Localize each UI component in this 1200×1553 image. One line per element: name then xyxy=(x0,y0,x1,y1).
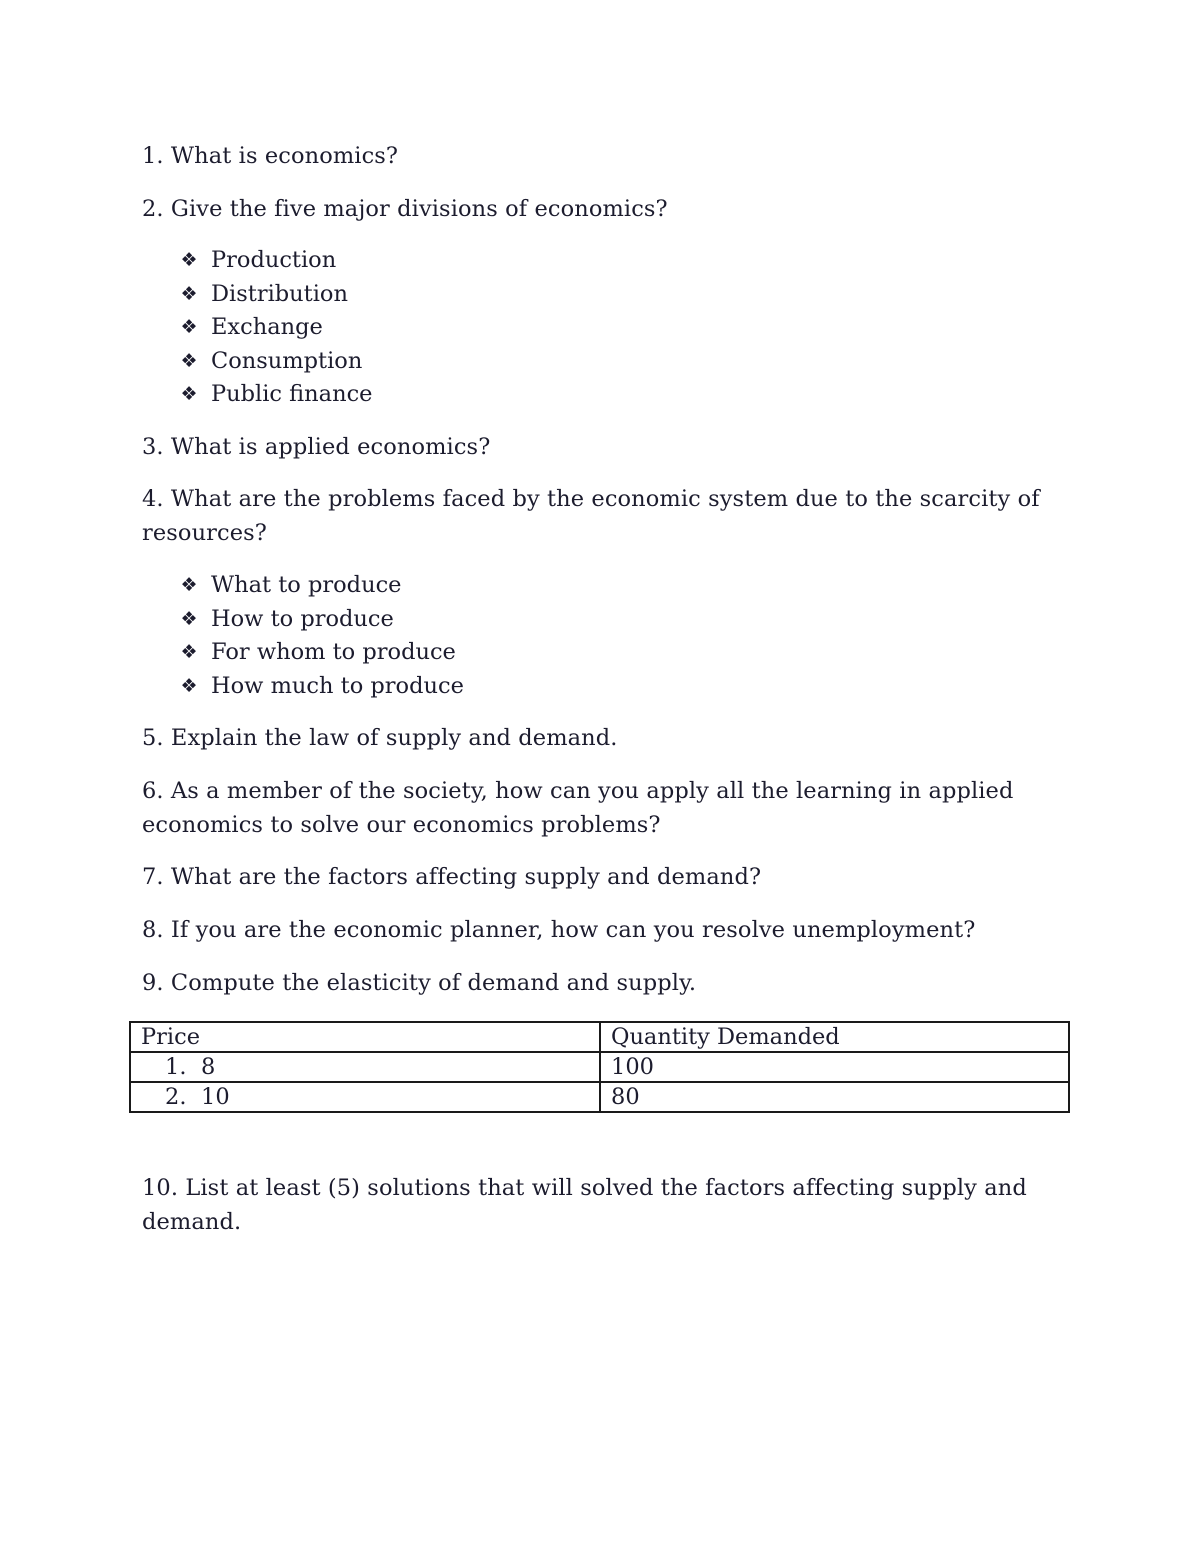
table-row xyxy=(130,1082,1069,1112)
price-cell: 2. 10 xyxy=(130,1082,600,1112)
four-diamond-bullet-icon: ❖ xyxy=(180,607,198,630)
list-item: ❖ How to produce xyxy=(178,603,464,637)
table-row xyxy=(130,1052,1069,1082)
four-diamond-bullet-icon: ❖ xyxy=(180,349,198,372)
header-quantity-demanded: Quantity Demanded xyxy=(600,1022,1069,1052)
problems-list xyxy=(178,569,464,703)
elasticity-table xyxy=(129,1021,1070,1113)
four-diamond-bullet-icon: ❖ xyxy=(180,282,198,305)
four-diamond-bullet-icon: ❖ xyxy=(180,574,198,596)
question-7: 7. What are the factors affecting supply and demand? xyxy=(142,864,762,890)
list-item: ❖ How much to produce xyxy=(178,670,464,704)
quantity-cell: 80 xyxy=(600,1082,1069,1112)
list-item: ❖ Distribution xyxy=(178,278,373,312)
quantity-cell: 100 xyxy=(600,1052,1069,1082)
four-diamond-bullet-icon: ❖ xyxy=(180,674,198,697)
question-9: 9. Compute the elasticity of demand and supply. xyxy=(142,970,697,996)
row-number: 1. xyxy=(165,1054,187,1080)
divisions-list xyxy=(178,244,373,412)
four-diamond-bullet-icon: ❖ xyxy=(180,249,198,271)
row-number: 2. xyxy=(165,1084,187,1110)
question-3: 3. What is applied economics? xyxy=(142,434,491,460)
price-cell: 1. 8 xyxy=(130,1052,600,1082)
question-10: 10. List at least (5) solutions that will solved the factors affecting supply and demand. xyxy=(142,1175,1027,1235)
four-diamond-bullet-icon: ❖ xyxy=(180,316,198,339)
header-price: Price xyxy=(130,1022,600,1052)
list-item: ❖ Production xyxy=(178,244,373,278)
four-diamond-bullet-icon: ❖ xyxy=(180,641,198,664)
list-item: ❖ For whom to produce xyxy=(178,636,464,670)
question-1: 1. What is economics? xyxy=(142,143,399,169)
question-5: 5. Explain the law of supply and demand. xyxy=(142,725,618,751)
four-diamond-bullet-icon: ❖ xyxy=(180,383,198,406)
question-6: 6. As a member of the society, how can you apply all the learning in applied economics to solve our economics problems? xyxy=(142,778,1014,838)
table-header-row xyxy=(130,1022,1069,1052)
question-4: 4. What are the problems faced by the economic system due to the scarcity of resources? xyxy=(142,486,1040,546)
list-item: ❖ Exchange xyxy=(178,311,373,345)
list-item: ❖ What to produce xyxy=(178,569,464,603)
list-item: ❖ Consumption xyxy=(178,345,373,379)
question-8: 8. If you are the economic planner, how can you resolve unemployment? xyxy=(142,917,976,943)
list-item: ❖ Public finance xyxy=(178,378,373,412)
question-2: 2. Give the five major divisions of economics? xyxy=(142,196,668,222)
